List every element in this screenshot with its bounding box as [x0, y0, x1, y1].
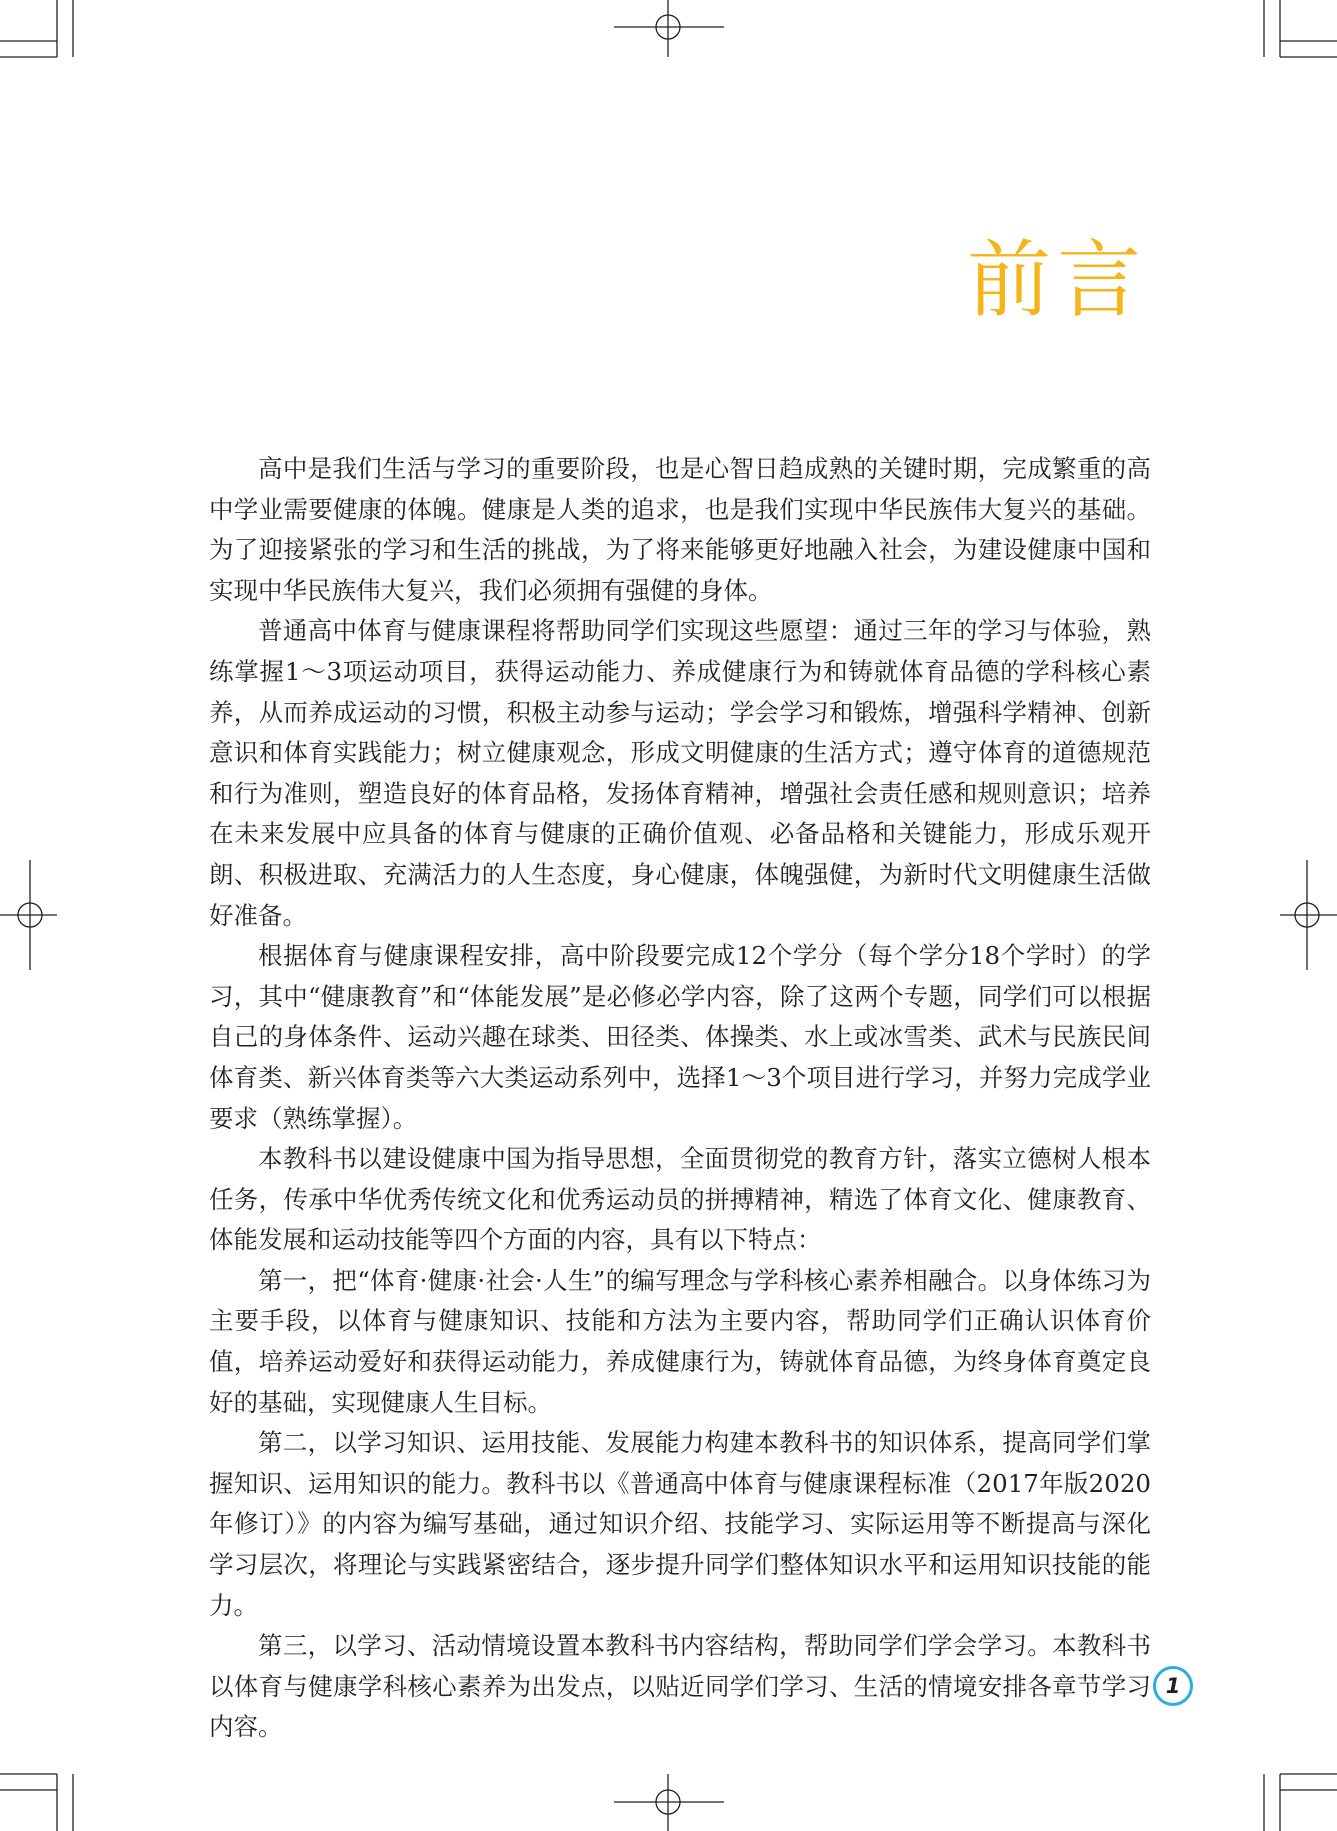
paragraph: 第二，以学习知识、运用技能、发展能力构建本教科书的知识体系，提高同学们掌握知识、运用知识的能力。教科书以《普通高中体育与健康课程标准（2017年版2020年修订）》的内容为编写基础，通过知识介绍、技能学习、实际运用等不断提高与深化学习层次，将理论与实践紧密结合，逐步提升同学们整体知识水平和运用知识技能的能力。: [209, 1428, 1151, 1620]
paragraph: 第一，把“体育·健康·社会·人生”的编写理念与学科核心素养相融合。以身体练习为主要手段，以体育与健康知识、技能和方法为主要内容，帮助同学们正确认识体育价值，培养运动爱好和获得运动能力，养成健康行为，铸就体育品德，为终身体育奠定良好的基础，实现健康人生目标。: [209, 1265, 1151, 1417]
paragraph: 本教科书以建设健康中国为指导思想，全面贯彻党的教育方针，落实立德树人根本任务，传承中华优秀传统文化和优秀运动员的拼搏精神，精选了体育文化、健康教育、体能发展和运动技能等四个方面的内容，具有以下特点：: [209, 1144, 1151, 1255]
page-number: 1: [1153, 1666, 1193, 1706]
page-title: 前言: [966, 231, 1147, 329]
paragraph: 第三，以学习、活动情境设置本教科书内容结构，帮助同学们学会学习。本教科书以体育与健康学科核心素养为出发点，以贴近同学们学习、生活的情境安排各章节学习内容。: [209, 1631, 1151, 1742]
preface-body: [209, 449, 1151, 1748]
paragraph: 根据体育与健康课程安排，高中阶段要完成12个学分（每个学分18个学时）的学习，其中“健康教育”和“体能发展”是必修必学内容，除了这两个专题，同学们可以根据自己的身体条件、运动兴趣在球类、田径类、体操类、水上或冰雪类、武术与民族民间体育类、新兴体育类等六大类运动系列中，选择1～3个项目进行学习，并努力完成学业要求（熟练掌握）。: [209, 941, 1151, 1133]
paragraph: 高中是我们生活与学习的重要阶段，也是心智日趋成熟的关键时期，完成繁重的高中学业需要健康的体魄。健康是人类的追求，也是我们实现中华民族伟大复兴的基础。为了迎接紧张的学习和生活的挑战，为了将来能够更好地融入社会，为建设健康中国和实现中华民族伟大复兴，我们必须拥有强健的身体。: [209, 454, 1151, 605]
paragraph: 普通高中体育与健康课程将帮助同学们实现这些愿望：通过三年的学习与体验，熟练掌握1～3项运动项目，获得运动能力、养成健康行为和铸就体育品德的学科核心素养，从而养成运动的习惯，积极主动参与运动；学会学习和锻炼，增强科学精神、创新意识和体育实践能力；树立健康观念，形成文明健康的生活方式；遵守体育的道德规范和行为准则，塑造良好的体育品格，发扬体育精神，增强社会责任感和规则意识；培养在未来发展中应具备的体育与健康的正确价值观、必备品格和关键能力，形成乐观开朗、积极进取、充满活力的人生态度，身心健康，体魄强健，为新时代文明健康生活做好准备。: [209, 616, 1151, 930]
